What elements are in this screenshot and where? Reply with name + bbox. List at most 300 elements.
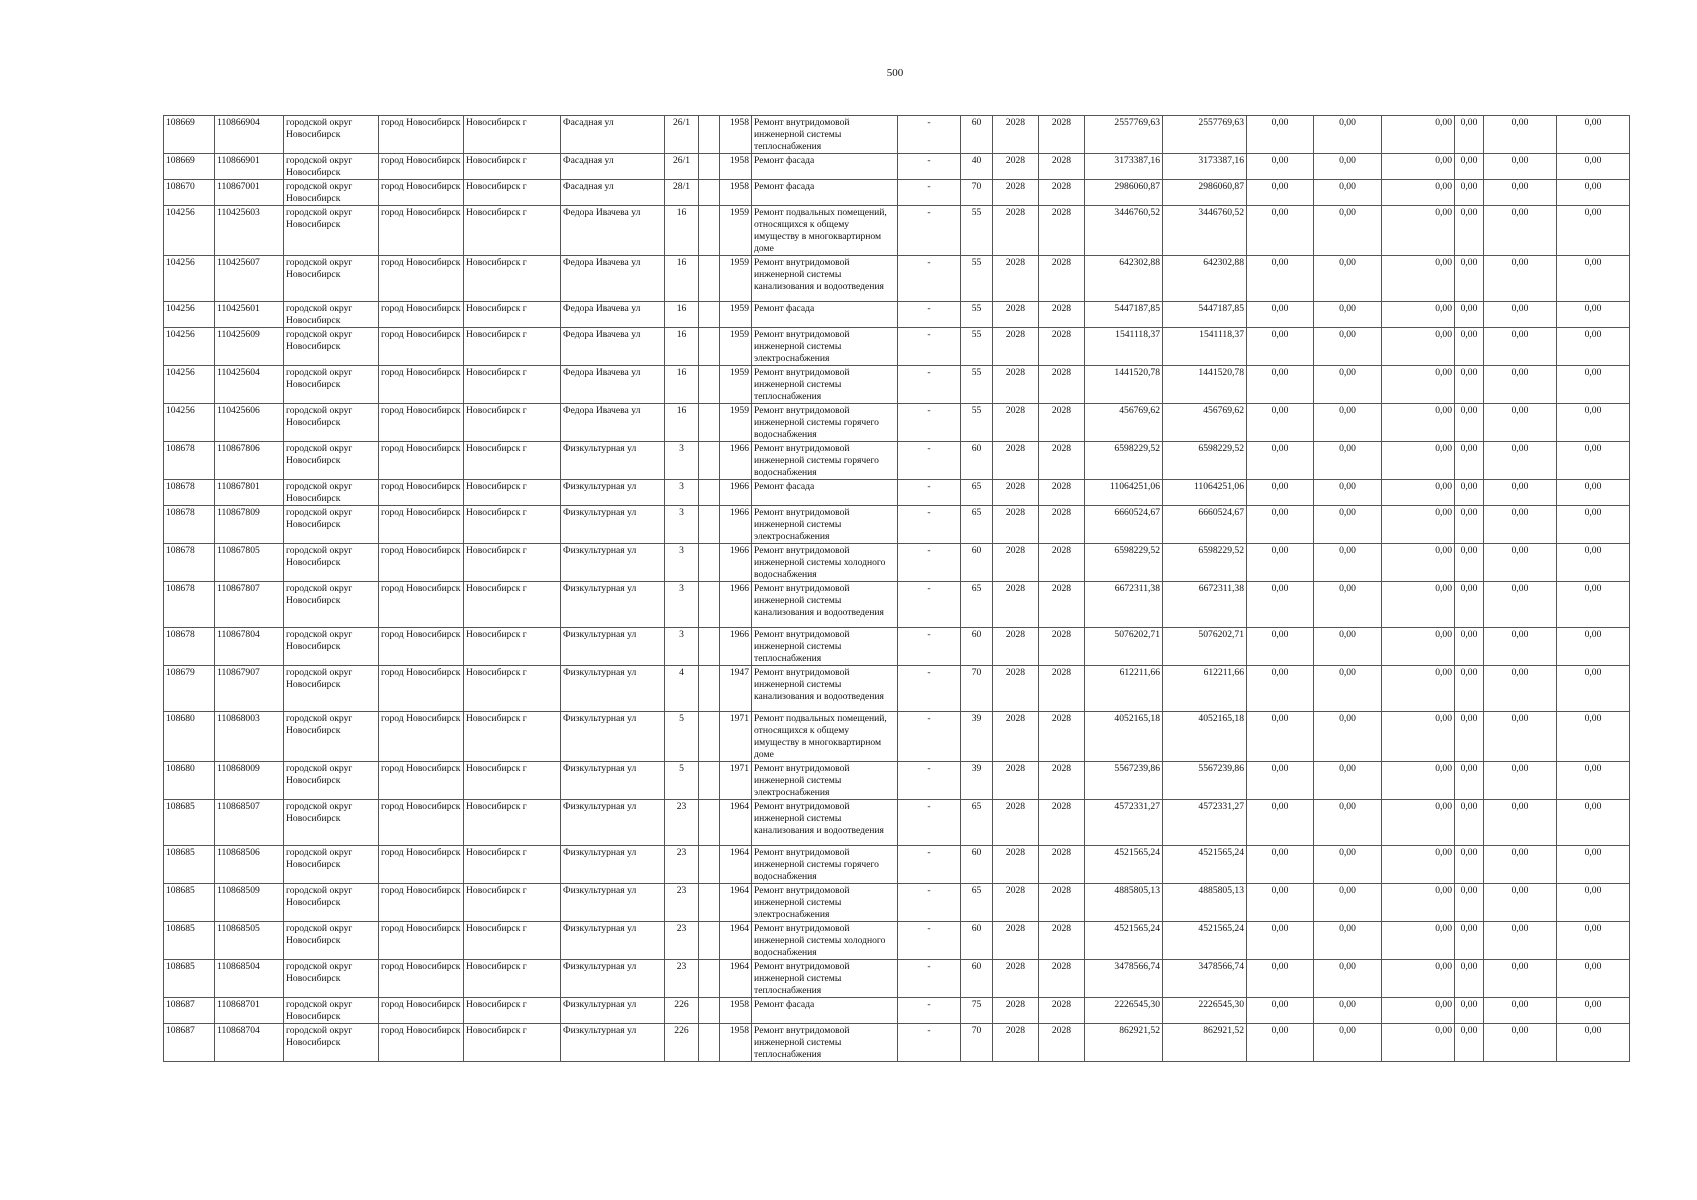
cell-work-type: Ремонт внутридомовой инженерной системы теплоснабжения (752, 116, 898, 154)
cell-municipal-district: городской округ Новосибирск (284, 206, 379, 256)
cell-fund-extra: 0,00 (1557, 666, 1630, 712)
cell-street: Физкультурная ул (561, 442, 665, 480)
cell-fund-federal: 0,00 (1247, 800, 1314, 846)
cell-fund-local: 0,00 (1382, 506, 1455, 544)
cell-fund-other: 0,00 (1455, 762, 1484, 800)
cell-cost-estimate: 2986060,87 (1163, 180, 1247, 206)
cell-unit: - (898, 442, 961, 480)
table-row (164, 628, 1630, 666)
cell-house-id: 104256 (164, 256, 215, 302)
cell-cost-total: 4572331,27 (1085, 800, 1163, 846)
cell-year-built: 1959 (720, 302, 752, 328)
cell-house-id: 108679 (164, 666, 215, 712)
cell-fund-regional: 0,00 (1314, 328, 1382, 366)
cell-street: Физкультурная ул (561, 922, 665, 960)
cell-plan-year-start: 2028 (993, 582, 1039, 628)
cell-wear-percent: 55 (961, 366, 993, 404)
cell-fund-regional: 0,00 (1314, 762, 1382, 800)
cell-fund-local: 0,00 (1382, 998, 1455, 1024)
cell-house-id: 108678 (164, 544, 215, 582)
cell-work-type: Ремонт внутридомовой инженерной системы электроснабжения (752, 506, 898, 544)
cell-fund-extra: 0,00 (1557, 256, 1630, 302)
table-row (164, 206, 1630, 256)
cell-fund-extra: 0,00 (1557, 628, 1630, 666)
cell-house-id: 104256 (164, 206, 215, 256)
cell-year-built: 1964 (720, 884, 752, 922)
cell-plan-year-end: 2028 (1039, 180, 1085, 206)
cell-settlement: город Новосибирск (379, 506, 464, 544)
cell-street: Физкультурная ул (561, 762, 665, 800)
cell-house-number: 3 (665, 582, 699, 628)
cell-building (699, 628, 720, 666)
cell-year-built: 1959 (720, 328, 752, 366)
cell-cost-total: 6660524,67 (1085, 506, 1163, 544)
table-row (164, 256, 1630, 302)
cell-settlement: город Новосибирск (379, 206, 464, 256)
cell-plan-year-end: 2028 (1039, 506, 1085, 544)
cell-fund-regional: 0,00 (1314, 480, 1382, 506)
cell-unit: - (898, 328, 961, 366)
cell-house-number: 226 (665, 998, 699, 1024)
cell-fund-owners: 0,00 (1484, 1024, 1557, 1062)
cell-house-id: 108670 (164, 180, 215, 206)
cell-settlement: город Новосибирск (379, 800, 464, 846)
cell-street: Физкультурная ул (561, 846, 665, 884)
cell-wear-percent: 70 (961, 666, 993, 712)
cell-fund-extra: 0,00 (1557, 712, 1630, 762)
cell-plan-year-end: 2028 (1039, 154, 1085, 180)
cell-fund-local: 0,00 (1382, 712, 1455, 762)
cell-plan-year-start: 2028 (993, 1024, 1039, 1062)
table-row (164, 846, 1630, 884)
cell-cost-estimate: 5447187,85 (1163, 302, 1247, 328)
cell-fund-other: 0,00 (1455, 998, 1484, 1024)
cell-locality: Новосибирск г (464, 960, 561, 998)
cell-fund-owners: 0,00 (1484, 180, 1557, 206)
cell-plan-year-end: 2028 (1039, 480, 1085, 506)
cell-settlement: город Новосибирск (379, 712, 464, 762)
cell-wear-percent: 65 (961, 800, 993, 846)
cell-house-number: 3 (665, 628, 699, 666)
table-row (164, 666, 1630, 712)
cell-fund-owners: 0,00 (1484, 302, 1557, 328)
cell-fund-regional: 0,00 (1314, 302, 1382, 328)
cell-plan-year-end: 2028 (1039, 998, 1085, 1024)
cell-street: Физкультурная ул (561, 544, 665, 582)
cell-wear-percent: 60 (961, 960, 993, 998)
cell-cost-estimate: 6598229,52 (1163, 442, 1247, 480)
cell-element-id: 110868701 (215, 998, 284, 1024)
cell-work-type: Ремонт внутридомовой инженерной системы электроснабжения (752, 884, 898, 922)
cell-fund-other: 0,00 (1455, 328, 1484, 366)
cell-year-built: 1947 (720, 666, 752, 712)
cell-cost-estimate: 4052165,18 (1163, 712, 1247, 762)
cell-unit: - (898, 762, 961, 800)
cell-fund-owners: 0,00 (1484, 884, 1557, 922)
cell-municipal-district: городской округ Новосибирск (284, 884, 379, 922)
cell-fund-local: 0,00 (1382, 800, 1455, 846)
cell-settlement: город Новосибирск (379, 846, 464, 884)
cell-plan-year-end: 2028 (1039, 1024, 1085, 1062)
cell-fund-owners: 0,00 (1484, 366, 1557, 404)
cell-locality: Новосибирск г (464, 544, 561, 582)
cell-work-type: Ремонт внутридомовой инженерной системы горячего водоснабжения (752, 846, 898, 884)
cell-plan-year-end: 2028 (1039, 762, 1085, 800)
cell-plan-year-end: 2028 (1039, 960, 1085, 998)
cell-cost-total: 612211,66 (1085, 666, 1163, 712)
table-row (164, 762, 1630, 800)
cell-fund-other: 0,00 (1455, 256, 1484, 302)
cell-element-id: 110867907 (215, 666, 284, 712)
cell-street: Фасадная ул (561, 154, 665, 180)
cell-plan-year-start: 2028 (993, 666, 1039, 712)
cell-plan-year-end: 2028 (1039, 712, 1085, 762)
cell-cost-estimate: 4521565,24 (1163, 846, 1247, 884)
register-table (163, 115, 1630, 1062)
cell-fund-local: 0,00 (1382, 582, 1455, 628)
cell-fund-extra: 0,00 (1557, 206, 1630, 256)
cell-house-id: 108687 (164, 998, 215, 1024)
table-row (164, 712, 1630, 762)
cell-unit: - (898, 666, 961, 712)
cell-settlement: город Новосибирск (379, 998, 464, 1024)
cell-fund-other: 0,00 (1455, 116, 1484, 154)
cell-fund-other: 0,00 (1455, 884, 1484, 922)
cell-municipal-district: городской округ Новосибирск (284, 960, 379, 998)
cell-wear-percent: 70 (961, 1024, 993, 1062)
cell-locality: Новосибирск г (464, 1024, 561, 1062)
cell-cost-estimate: 6660524,67 (1163, 506, 1247, 544)
cell-locality: Новосибирск г (464, 998, 561, 1024)
cell-element-id: 110425604 (215, 366, 284, 404)
cell-locality: Новосибирск г (464, 666, 561, 712)
cell-wear-percent: 55 (961, 302, 993, 328)
cell-cost-total: 6672311,38 (1085, 582, 1163, 628)
cell-fund-federal: 0,00 (1247, 712, 1314, 762)
cell-locality: Новосибирск г (464, 800, 561, 846)
cell-building (699, 998, 720, 1024)
cell-year-built: 1958 (720, 154, 752, 180)
cell-unit: - (898, 846, 961, 884)
cell-municipal-district: городской округ Новосибирск (284, 480, 379, 506)
cell-fund-other: 0,00 (1455, 180, 1484, 206)
cell-settlement: город Новосибирск (379, 666, 464, 712)
cell-house-number: 16 (665, 328, 699, 366)
cell-street: Федора Ивачева ул (561, 404, 665, 442)
cell-street: Физкультурная ул (561, 884, 665, 922)
cell-building (699, 442, 720, 480)
cell-work-type: Ремонт внутридомовой инженерной системы теплоснабжения (752, 366, 898, 404)
cell-element-id: 110868506 (215, 846, 284, 884)
cell-unit: - (898, 628, 961, 666)
cell-cost-total: 2986060,87 (1085, 180, 1163, 206)
cell-fund-federal: 0,00 (1247, 328, 1314, 366)
cell-unit: - (898, 712, 961, 762)
cell-element-id: 110868509 (215, 884, 284, 922)
cell-municipal-district: городской округ Новосибирск (284, 712, 379, 762)
cell-house-id: 108678 (164, 480, 215, 506)
cell-plan-year-start: 2028 (993, 922, 1039, 960)
cell-fund-other: 0,00 (1455, 628, 1484, 666)
cell-house-number: 28/1 (665, 180, 699, 206)
cell-element-id: 110425603 (215, 206, 284, 256)
cell-unit: - (898, 922, 961, 960)
cell-year-built: 1959 (720, 256, 752, 302)
cell-settlement: город Новосибирск (379, 404, 464, 442)
cell-plan-year-start: 2028 (993, 256, 1039, 302)
cell-plan-year-end: 2028 (1039, 442, 1085, 480)
cell-fund-other: 0,00 (1455, 302, 1484, 328)
cell-unit: - (898, 116, 961, 154)
cell-settlement: город Новосибирск (379, 628, 464, 666)
cell-locality: Новосибирск г (464, 442, 561, 480)
cell-fund-owners: 0,00 (1484, 998, 1557, 1024)
cell-wear-percent: 70 (961, 180, 993, 206)
cell-fund-extra: 0,00 (1557, 328, 1630, 366)
cell-house-id: 108669 (164, 154, 215, 180)
cell-element-id: 110867804 (215, 628, 284, 666)
cell-fund-owners: 0,00 (1484, 922, 1557, 960)
cell-unit: - (898, 404, 961, 442)
cell-fund-owners: 0,00 (1484, 404, 1557, 442)
cell-municipal-district: городской округ Новосибирск (284, 302, 379, 328)
cell-work-type: Ремонт подвальных помещений, относящихся к общему имуществу в многоквартирном доме (752, 206, 898, 256)
cell-fund-federal: 0,00 (1247, 998, 1314, 1024)
cell-house-id: 108685 (164, 922, 215, 960)
cell-locality: Новосибирск г (464, 506, 561, 544)
cell-municipal-district: городской округ Новосибирск (284, 666, 379, 712)
cell-work-type: Ремонт внутридомовой инженерной системы канализования и водоотведения (752, 800, 898, 846)
cell-cost-estimate: 862921,52 (1163, 1024, 1247, 1062)
cell-work-type: Ремонт внутридомовой инженерной системы теплоснабжения (752, 960, 898, 998)
cell-wear-percent: 65 (961, 582, 993, 628)
cell-house-number: 5 (665, 762, 699, 800)
cell-fund-federal: 0,00 (1247, 506, 1314, 544)
cell-fund-regional: 0,00 (1314, 628, 1382, 666)
cell-fund-other: 0,00 (1455, 154, 1484, 180)
cell-year-built: 1971 (720, 762, 752, 800)
cell-locality: Новосибирск г (464, 846, 561, 884)
cell-street: Физкультурная ул (561, 582, 665, 628)
cell-plan-year-start: 2028 (993, 302, 1039, 328)
cell-plan-year-start: 2028 (993, 116, 1039, 154)
cell-fund-local: 0,00 (1382, 116, 1455, 154)
cell-building (699, 154, 720, 180)
cell-street: Федора Ивачева ул (561, 256, 665, 302)
cell-cost-total: 642302,88 (1085, 256, 1163, 302)
table-row (164, 302, 1630, 328)
cell-plan-year-start: 2028 (993, 506, 1039, 544)
cell-plan-year-end: 2028 (1039, 256, 1085, 302)
cell-work-type: Ремонт подвальных помещений, относящихся к общему имуществу в многоквартирном доме (752, 712, 898, 762)
cell-wear-percent: 40 (961, 154, 993, 180)
cell-municipal-district: городской округ Новосибирск (284, 180, 379, 206)
cell-locality: Новосибирск г (464, 762, 561, 800)
cell-element-id: 110425606 (215, 404, 284, 442)
cell-unit: - (898, 800, 961, 846)
cell-fund-federal: 0,00 (1247, 582, 1314, 628)
cell-fund-regional: 0,00 (1314, 800, 1382, 846)
cell-unit: - (898, 582, 961, 628)
table-row (164, 116, 1630, 154)
cell-unit: - (898, 480, 961, 506)
table-row (164, 998, 1630, 1024)
cell-fund-owners: 0,00 (1484, 256, 1557, 302)
cell-fund-federal: 0,00 (1247, 922, 1314, 960)
cell-fund-extra: 0,00 (1557, 116, 1630, 154)
cell-plan-year-end: 2028 (1039, 884, 1085, 922)
cell-building (699, 256, 720, 302)
cell-house-id: 108685 (164, 884, 215, 922)
cell-fund-federal: 0,00 (1247, 366, 1314, 404)
cell-fund-regional: 0,00 (1314, 712, 1382, 762)
cell-fund-federal: 0,00 (1247, 544, 1314, 582)
cell-street: Физкультурная ул (561, 628, 665, 666)
cell-unit: - (898, 998, 961, 1024)
cell-building (699, 846, 720, 884)
cell-settlement: город Новосибирск (379, 366, 464, 404)
cell-unit: - (898, 154, 961, 180)
cell-unit: - (898, 1024, 961, 1062)
cell-building (699, 506, 720, 544)
cell-locality: Новосибирск г (464, 302, 561, 328)
cell-work-type: Ремонт фасада (752, 302, 898, 328)
cell-locality: Новосибирск г (464, 256, 561, 302)
cell-cost-total: 3478566,74 (1085, 960, 1163, 998)
cell-fund-local: 0,00 (1382, 846, 1455, 884)
table-row (164, 1024, 1630, 1062)
table-row (164, 366, 1630, 404)
cell-wear-percent: 55 (961, 404, 993, 442)
cell-element-id: 110867001 (215, 180, 284, 206)
cell-element-id: 110866901 (215, 154, 284, 180)
cell-plan-year-end: 2028 (1039, 846, 1085, 884)
cell-element-id: 110868504 (215, 960, 284, 998)
cell-house-id: 108678 (164, 442, 215, 480)
cell-house-id: 108680 (164, 762, 215, 800)
cell-cost-total: 862921,52 (1085, 1024, 1163, 1062)
cell-fund-extra: 0,00 (1557, 960, 1630, 998)
cell-house-number: 16 (665, 256, 699, 302)
cell-fund-federal: 0,00 (1247, 1024, 1314, 1062)
cell-house-id: 104256 (164, 366, 215, 404)
cell-element-id: 110866904 (215, 116, 284, 154)
cell-year-built: 1971 (720, 712, 752, 762)
cell-fund-local: 0,00 (1382, 480, 1455, 506)
cell-municipal-district: городской округ Новосибирск (284, 506, 379, 544)
cell-locality: Новосибирск г (464, 922, 561, 960)
register-body (164, 116, 1630, 1062)
cell-element-id: 110425607 (215, 256, 284, 302)
cell-element-id: 110425609 (215, 328, 284, 366)
cell-locality: Новосибирск г (464, 404, 561, 442)
cell-cost-total: 4885805,13 (1085, 884, 1163, 922)
cell-fund-owners: 0,00 (1484, 506, 1557, 544)
cell-element-id: 110868507 (215, 800, 284, 846)
cell-municipal-district: городской округ Новосибирск (284, 366, 379, 404)
cell-wear-percent: 60 (961, 116, 993, 154)
cell-street: Физкультурная ул (561, 666, 665, 712)
cell-work-type: Ремонт внутридомовой инженерной системы канализования и водоотведения (752, 582, 898, 628)
cell-house-id: 108685 (164, 846, 215, 884)
cell-locality: Новосибирск г (464, 154, 561, 180)
cell-house-number: 16 (665, 302, 699, 328)
cell-cost-total: 4521565,24 (1085, 846, 1163, 884)
cell-settlement: город Новосибирск (379, 256, 464, 302)
cell-wear-percent: 55 (961, 206, 993, 256)
cell-plan-year-end: 2028 (1039, 328, 1085, 366)
cell-building (699, 480, 720, 506)
cell-fund-other: 0,00 (1455, 366, 1484, 404)
cell-street: Федора Ивачева ул (561, 206, 665, 256)
cell-fund-other: 0,00 (1455, 582, 1484, 628)
cell-house-id: 104256 (164, 328, 215, 366)
cell-fund-owners: 0,00 (1484, 480, 1557, 506)
cell-fund-federal: 0,00 (1247, 628, 1314, 666)
table-row (164, 960, 1630, 998)
cell-wear-percent: 75 (961, 998, 993, 1024)
cell-fund-regional: 0,00 (1314, 884, 1382, 922)
cell-year-built: 1964 (720, 846, 752, 884)
cell-fund-local: 0,00 (1382, 206, 1455, 256)
cell-fund-other: 0,00 (1455, 712, 1484, 762)
cell-building (699, 884, 720, 922)
table-row (164, 404, 1630, 442)
cell-fund-other: 0,00 (1455, 442, 1484, 480)
cell-plan-year-start: 2028 (993, 800, 1039, 846)
cell-fund-federal: 0,00 (1247, 180, 1314, 206)
cell-building (699, 116, 720, 154)
cell-fund-extra: 0,00 (1557, 762, 1630, 800)
cell-fund-regional: 0,00 (1314, 1024, 1382, 1062)
cell-fund-regional: 0,00 (1314, 506, 1382, 544)
cell-year-built: 1958 (720, 180, 752, 206)
cell-house-number: 16 (665, 206, 699, 256)
cell-building (699, 960, 720, 998)
cell-settlement: город Новосибирск (379, 1024, 464, 1062)
cell-cost-total: 5447187,85 (1085, 302, 1163, 328)
cell-fund-other: 0,00 (1455, 544, 1484, 582)
cell-unit: - (898, 366, 961, 404)
cell-municipal-district: городской округ Новосибирск (284, 628, 379, 666)
cell-house-number: 23 (665, 846, 699, 884)
cell-settlement: город Новосибирск (379, 884, 464, 922)
cell-fund-federal: 0,00 (1247, 960, 1314, 998)
cell-cost-total: 4052165,18 (1085, 712, 1163, 762)
cell-fund-owners: 0,00 (1484, 116, 1557, 154)
cell-work-type: Ремонт внутридомовой инженерной системы теплоснабжения (752, 1024, 898, 1062)
cell-locality: Новосибирск г (464, 116, 561, 154)
cell-municipal-district: городской округ Новосибирск (284, 404, 379, 442)
cell-year-built: 1966 (720, 442, 752, 480)
cell-fund-extra: 0,00 (1557, 506, 1630, 544)
cell-street: Физкультурная ул (561, 1024, 665, 1062)
cell-cost-total: 5567239,86 (1085, 762, 1163, 800)
cell-fund-other: 0,00 (1455, 1024, 1484, 1062)
cell-house-id: 104256 (164, 302, 215, 328)
cell-plan-year-end: 2028 (1039, 628, 1085, 666)
cell-house-id: 104256 (164, 404, 215, 442)
table-row (164, 180, 1630, 206)
cell-settlement: город Новосибирск (379, 480, 464, 506)
cell-cost-estimate: 4521565,24 (1163, 922, 1247, 960)
cell-house-id: 108669 (164, 116, 215, 154)
cell-house-number: 23 (665, 960, 699, 998)
cell-fund-extra: 0,00 (1557, 154, 1630, 180)
cell-work-type: Ремонт фасада (752, 998, 898, 1024)
cell-element-id: 110867807 (215, 582, 284, 628)
cell-street: Фасадная ул (561, 180, 665, 206)
